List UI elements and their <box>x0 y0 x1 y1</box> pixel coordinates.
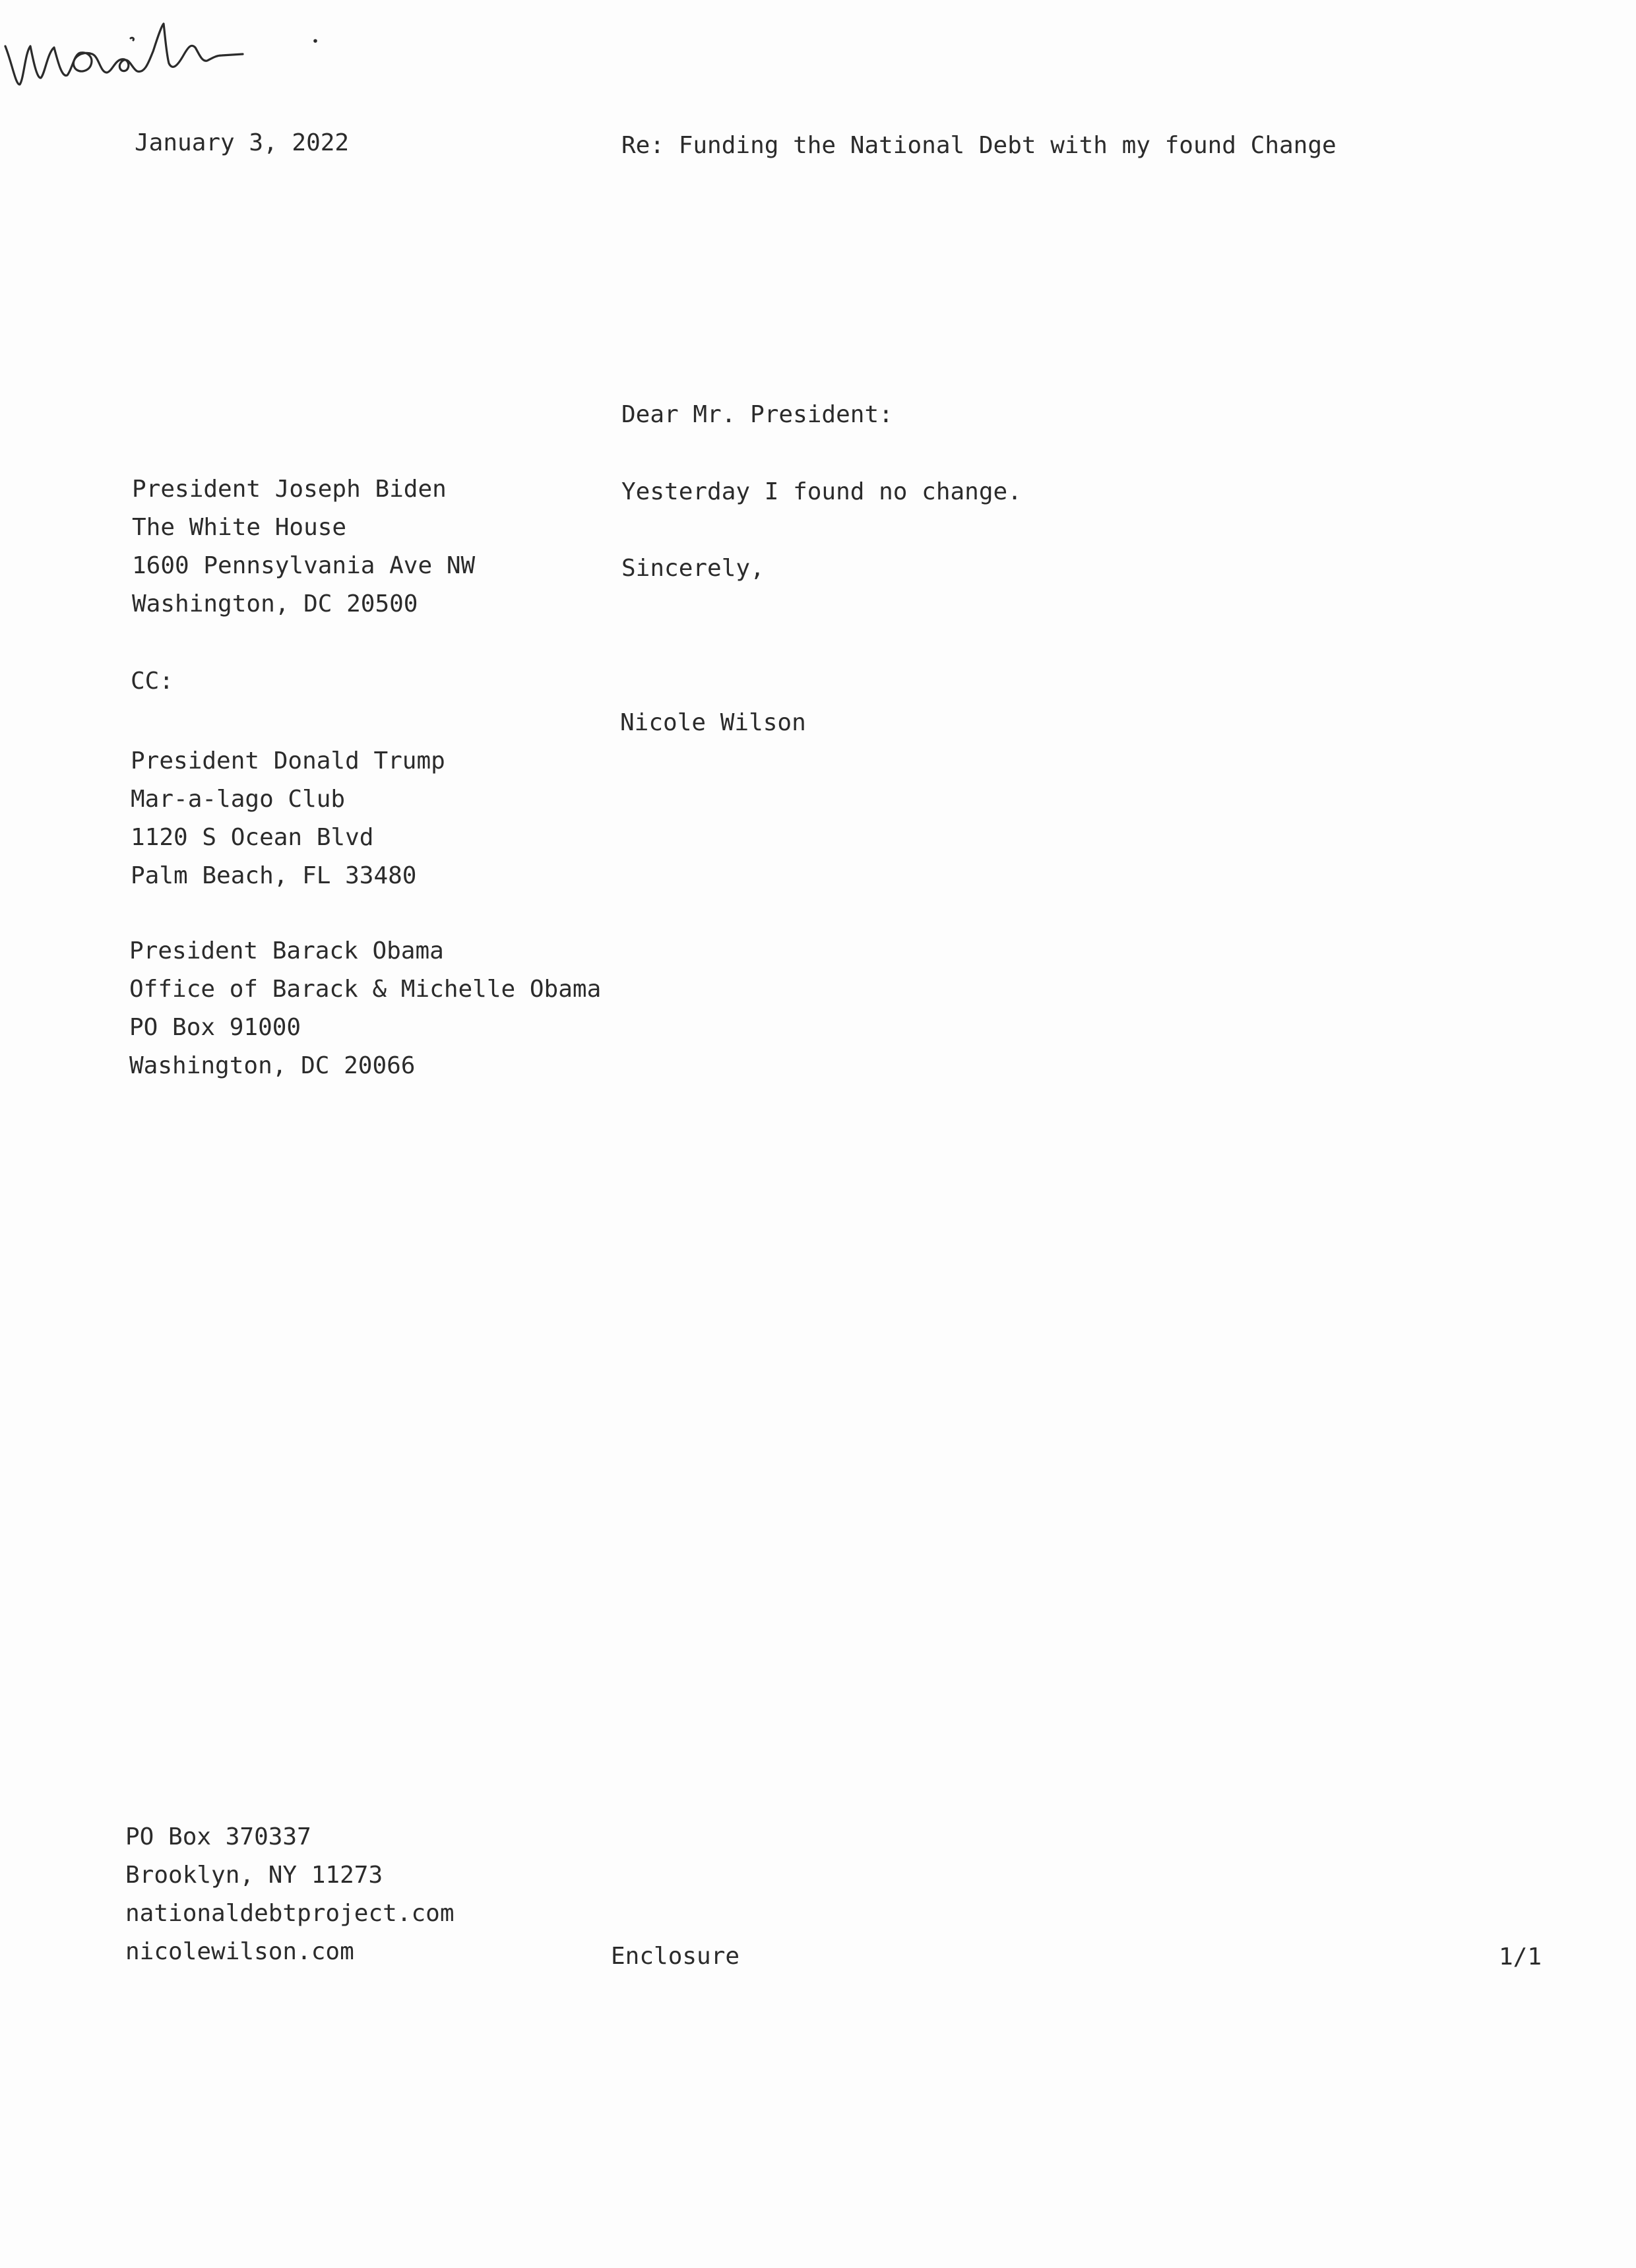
cc-recipient-address <box>131 742 445 895</box>
date-text: January 3, 2022 <box>135 129 350 156</box>
cc-recipient-line: Mar-a-lago Club <box>131 786 346 813</box>
sender-line: nationaldebtproject.com <box>125 1900 455 1927</box>
handwritten-signature <box>0 0 343 99</box>
subject-text: Re: Funding the National Debt with my found Change <box>621 132 1337 159</box>
cc-label <box>131 662 173 701</box>
cc-recipient-line: Palm Beach, FL 33480 <box>131 862 417 889</box>
cc-recipient-line: PO Box 91000 <box>129 1014 301 1041</box>
page-number-text: 1/1 <box>1499 1943 1542 1970</box>
cc-recipient-line: President Barack Obama <box>129 937 444 964</box>
letter-date <box>135 124 349 162</box>
enclosure-text: Enclosure <box>611 1943 740 1970</box>
subject-line <box>621 127 1337 165</box>
recipient-line: President Joseph Biden <box>132 476 447 503</box>
recipient-line: 1600 Pennsylvania Ave NW <box>132 552 476 579</box>
sender-line: Brooklyn, NY 11273 <box>125 1862 383 1889</box>
cc-label-text: CC: <box>131 668 174 695</box>
letter-body <box>621 473 1022 511</box>
recipient-address <box>132 470 475 623</box>
sender-line: PO Box 370337 <box>125 1823 311 1850</box>
cc-recipient-line: Office of Barack & Michelle Obama <box>129 976 602 1003</box>
cc-recipient-line: 1120 S Ocean Blvd <box>131 824 374 851</box>
closing <box>621 550 765 588</box>
enclosure-note <box>611 1937 739 1976</box>
cc-recipient-address <box>129 932 601 1085</box>
signer-name-text: Nicole Wilson <box>620 709 806 736</box>
signer-name <box>620 704 806 742</box>
body-text: Yesterday I found no change. <box>621 478 1022 505</box>
recipient-line: Washington, DC 20500 <box>132 590 418 617</box>
cc-recipient-line: President Donald Trump <box>131 747 445 774</box>
salutation-text: Dear Mr. President: <box>621 401 893 428</box>
page-number <box>1499 1938 1542 1976</box>
cc-recipient-line: Washington, DC 20066 <box>129 1052 416 1079</box>
sender-line: nicolewilson.com <box>125 1938 354 1965</box>
closing-text: Sincerely, <box>621 555 765 582</box>
sender-address <box>125 1818 455 1971</box>
recipient-line: The White House <box>132 514 347 541</box>
salutation <box>621 396 893 434</box>
